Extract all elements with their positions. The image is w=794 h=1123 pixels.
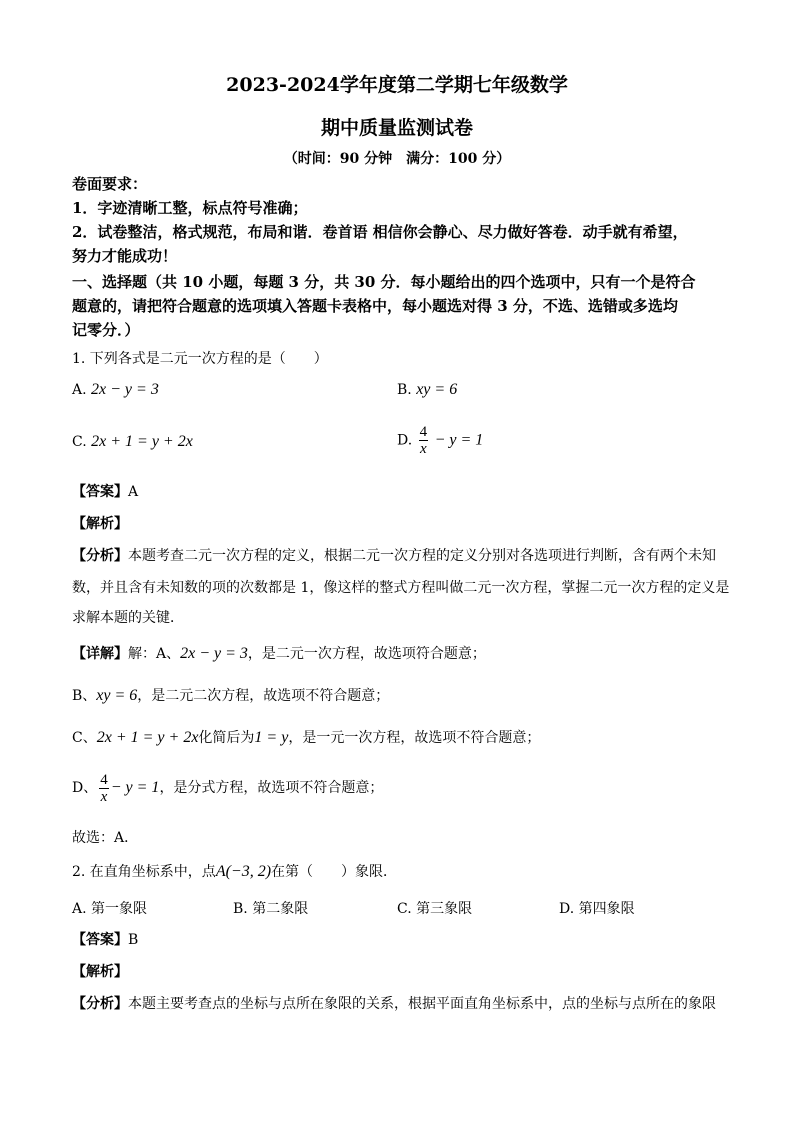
fraction: [99, 772, 109, 805]
fraction: [419, 424, 429, 457]
section-1-instructions-3: 记零分．）: [72, 321, 140, 339]
q2-fenxi-1: [72, 992, 732, 1016]
question-1-stem: 1. 下列各式是二元一次方程的是（ ）: [72, 351, 328, 367]
detail-tag: 【详解】: [72, 646, 128, 662]
fraction-numerator: 4: [419, 424, 428, 440]
fenxi-tag: 【分析】: [72, 548, 128, 564]
q1-answer: [72, 480, 732, 504]
q2-answer: [72, 928, 732, 952]
section-1-instructions-2: 题意的，请把符合题意的选项填入答题卡表格中，每小题选对得 3 分，不选、选错或多选均: [72, 297, 678, 315]
analysis-tag: 【解析】: [72, 516, 128, 532]
fenxi-tag: 【分析】: [72, 996, 128, 1012]
option-expression: − y = 1: [434, 431, 484, 449]
answer-value: B: [128, 932, 139, 948]
detail-text: C、: [72, 730, 97, 746]
requirement-2-cont: 努力才能成功！: [72, 247, 178, 265]
question-2-stem: [72, 860, 732, 884]
exam-subtitle: 期中质量监测试卷: [320, 117, 473, 139]
detail-expression: 2x − y = 3: [180, 645, 248, 662]
fenxi-text: 本题考查二元一次方程的定义，根据二元一次方程的定义分别对各选项进行判断，含有两个未知: [128, 548, 716, 564]
stem-text: 在第（ ）象限．: [271, 864, 398, 880]
option-expression: xy = 6: [416, 381, 458, 398]
answer-tag: 【答案】: [72, 932, 128, 948]
requirement-1: 1．字迹清晰工整，标点符号准确；: [72, 199, 308, 217]
answer-value: A: [128, 484, 139, 500]
detail-text: 解：A、: [128, 646, 181, 662]
fenxi-text: 本题主要考查点的坐标与点所在象限的关系，根据平面直角坐标系中，点的坐标与点所在的象限: [128, 996, 716, 1012]
detail-text: 化简后为: [198, 730, 255, 746]
q1-conclusion: 故选：A．: [72, 830, 139, 846]
detail-text: ，是分式方程，故选项不符合题意；: [159, 780, 384, 796]
answer-tag: 【答案】: [72, 484, 128, 500]
fraction-denominator: x: [100, 788, 108, 805]
fraction-denominator: x: [420, 441, 427, 457]
exam-title: 2023-2024学年度第二学期七年级数学: [226, 74, 568, 96]
q2-option-a: A. 第一象限: [72, 901, 148, 917]
detail-text: ，是一元一次方程，故选项不符合题意；: [288, 730, 541, 746]
option-expression: 2x + 1 = y + 2x: [91, 433, 193, 450]
option-label: A.: [72, 382, 87, 398]
option-label: B.: [397, 382, 412, 398]
section-1-instructions: 一、选择题（共 10 小题，每题 3 分，共 30 分．每小题给出的四个选项中，只有一个是符合: [72, 273, 696, 291]
q1-detail-a: [72, 642, 732, 666]
detail-expression: 2x + 1 = y + 2x: [96, 729, 199, 746]
detail-expression: − y = 1: [110, 779, 160, 796]
fraction-numerator: 4: [100, 771, 108, 788]
detail-text: ，是二元二次方程，故选项不符合题意；: [137, 688, 390, 704]
q2-analysis-tag: [72, 960, 732, 984]
q2-option-b: B. 第二象限: [233, 901, 309, 917]
q1-detail-b: [72, 684, 732, 708]
q2-option-d: D. 第四象限: [559, 901, 635, 917]
q1-option-b: [397, 381, 457, 399]
q1-fenxi-2: 数，并且含有未知数的项的次数都是 1，像这样的整式方程叫做二元一次方程，掌握二元一次方程的定义是: [72, 580, 730, 596]
detail-expression: xy = 6: [96, 687, 138, 704]
requirements-heading: 卷面要求：: [72, 175, 148, 193]
stem-text: 2. 在直角坐标系中，点: [72, 864, 216, 880]
q1-option-c: [72, 433, 193, 451]
q1-detail-c: [72, 726, 732, 750]
q1-option-a: [72, 381, 159, 399]
q2-option-c: C. 第三象限: [397, 901, 473, 917]
q1-detail-d: [72, 768, 732, 808]
exam-time-score: （时间：90 分钟 满分：100 分）: [283, 151, 511, 167]
detail-text: ，是二元一次方程，故选项符合题意；: [247, 646, 486, 662]
point-expression: A(−3, 2): [215, 863, 272, 880]
option-label: C.: [72, 434, 87, 450]
detail-text: B、: [72, 688, 97, 704]
q1-option-d: [397, 424, 483, 457]
q1-fenxi-1: [72, 544, 732, 568]
detail-expression: 1 = y: [254, 729, 289, 746]
requirement-2: 2．试卷整洁，格式规范，布局和谐．卷首语 相信你会静心、尽力做好答卷．动手就有希望，: [72, 223, 688, 241]
option-label: D.: [397, 432, 413, 449]
option-expression: 2x − y = 3: [91, 381, 159, 398]
analysis-tag: 【解析】: [72, 964, 128, 980]
q1-fenxi-3: 求解本题的关键．: [72, 610, 184, 626]
q1-analysis-tag: [72, 512, 732, 536]
detail-text: D、: [72, 780, 98, 796]
